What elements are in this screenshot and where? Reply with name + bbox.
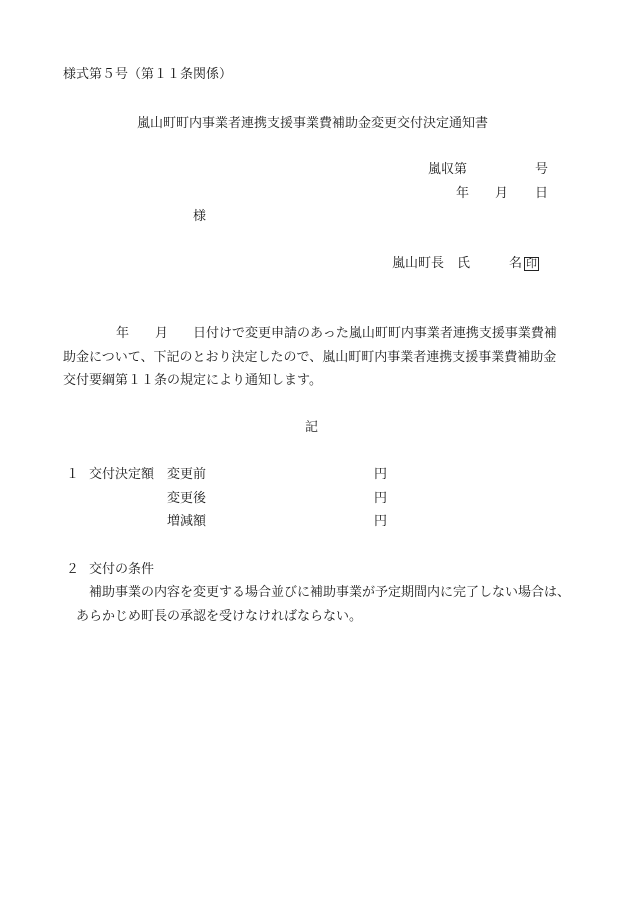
section1-heading: 交付決定額: [89, 467, 155, 482]
section2-heading: 交付の条件: [89, 562, 155, 577]
body-line-3: 交付要綱第１１条の規定により通知します。: [63, 373, 322, 388]
seal-mark: 印: [526, 257, 538, 270]
row-diff-label: 増減額: [167, 514, 207, 529]
document-title: 嵐山町町内事業者連携支援事業費補助金変更交付決定通知書: [137, 116, 489, 131]
addressee-suffix: 様: [193, 209, 207, 224]
date-month: 月: [495, 186, 509, 201]
form-label: 様式第５号（第１１条関係）: [63, 67, 233, 82]
body-line-2: 助金について、下記のとおり決定したので、嵐山町町内事業者連携支援事業費補助金: [63, 350, 557, 365]
reference-suffix: 号: [535, 162, 549, 177]
row-after-label: 変更後: [167, 491, 207, 506]
row-diff-unit: 円: [374, 514, 388, 529]
section2-number: ２: [66, 562, 80, 577]
row-after-unit: 円: [374, 491, 388, 506]
ki-heading: 記: [305, 420, 319, 435]
date-year: 年: [456, 186, 470, 201]
row-before-unit: 円: [374, 467, 388, 482]
date-day: 日: [535, 186, 549, 201]
reference-prefix: 嵐収第: [428, 162, 468, 177]
sender-name-label-1: 氏: [457, 256, 471, 271]
body-line-1: 日付けで変更申請のあった嵐山町町内事業者連携支援事業費補: [193, 326, 557, 341]
section2-line-1: 補助事業の内容を変更する場合並びに補助事業が予定期間内に完了しない場合は、: [89, 585, 571, 600]
row-before-label: 変更前: [167, 467, 207, 482]
body-month: 月: [155, 326, 169, 341]
sender-name-label-2: 名 印: [509, 256, 538, 271]
section1-number: １: [66, 467, 80, 482]
body-year: 年: [116, 326, 130, 341]
section2-line-2: あらかじめ町長の承認を受けなければならない。: [76, 609, 363, 624]
sender-title: 嵐山町長: [392, 256, 445, 271]
